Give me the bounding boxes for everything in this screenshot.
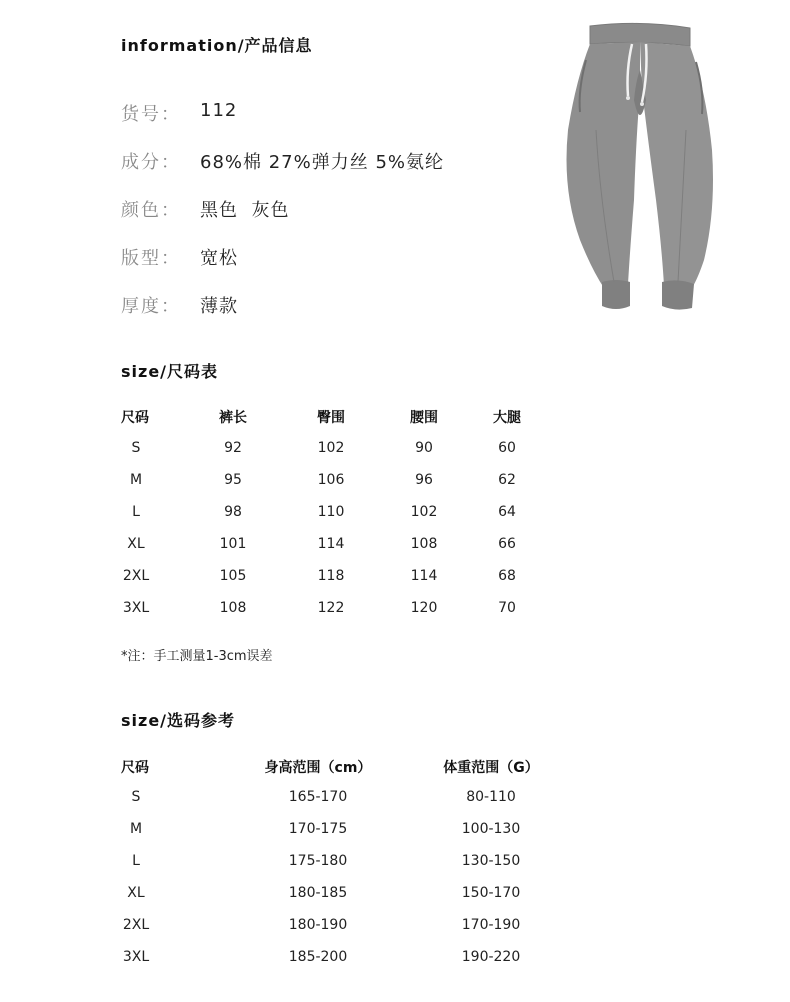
table-cell: 96: [415, 472, 433, 488]
info-label-item-number: 货号：: [121, 104, 181, 125]
table-cell: M: [129, 472, 143, 488]
table-cell: 70: [498, 600, 516, 616]
table-cell: S: [131, 440, 141, 456]
size-table-title: size/尺码表: [121, 362, 219, 381]
table-cell: 80-110: [466, 789, 516, 805]
info-section-title: information/产品信息: [121, 36, 313, 55]
table-cell: 170-190: [461, 917, 521, 933]
table-cell: 190-220: [461, 949, 521, 965]
size-guide-title: size/选码参考: [121, 711, 236, 730]
table-cell: 120: [410, 600, 438, 616]
size-table-header-hip: 臀围: [317, 410, 345, 426]
table-cell: 180-190: [288, 917, 348, 933]
table-cell: M: [129, 821, 143, 837]
table-cell: 180-185: [288, 885, 348, 901]
size-guide-header-weight: 体重范围（G）: [443, 760, 539, 776]
table-cell: 130-150: [461, 853, 521, 869]
table-cell: 165-170: [288, 789, 348, 805]
table-cell: 106: [317, 472, 345, 488]
info-value-material: 68%棉 27%弹力丝 5%氨纶: [200, 152, 445, 173]
table-cell: 64: [498, 504, 516, 520]
table-cell: L: [132, 504, 140, 520]
info-label-color: 颜色：: [121, 200, 181, 221]
table-cell: 68: [498, 568, 516, 584]
table-cell: S: [131, 789, 141, 805]
table-cell: 2XL: [122, 568, 150, 584]
table-cell: 105: [219, 568, 247, 584]
table-cell: 108: [410, 536, 438, 552]
size-guide-header-height: 身高范围（cm）: [264, 760, 372, 776]
size-table-header-size: 尺码: [121, 410, 149, 426]
table-cell: 3XL: [122, 600, 150, 616]
size-guide-header-size: 尺码: [121, 760, 149, 776]
table-cell: 92: [224, 440, 242, 456]
table-cell: 102: [317, 440, 345, 456]
table-cell: 185-200: [288, 949, 348, 965]
measurement-note: *注：手工测量1-3cm误差: [121, 649, 273, 664]
table-cell: 90: [415, 440, 433, 456]
info-label-material: 成分：: [121, 152, 181, 173]
table-cell: 110: [317, 504, 345, 520]
table-cell: 60: [498, 440, 516, 456]
info-label-fit: 版型：: [121, 248, 181, 269]
table-cell: 114: [410, 568, 438, 584]
table-cell: XL: [127, 885, 145, 901]
info-value-color: 黑色 灰色: [200, 200, 290, 221]
table-cell: 62: [498, 472, 516, 488]
table-cell: XL: [127, 536, 145, 552]
table-cell: 3XL: [122, 949, 150, 965]
table-cell: 108: [219, 600, 247, 616]
info-value-fit: 宽松: [200, 248, 238, 269]
table-cell: 170-175: [288, 821, 348, 837]
table-cell: 150-170: [461, 885, 521, 901]
table-cell: 118: [317, 568, 345, 584]
size-table-header-length: 裤长: [219, 410, 247, 426]
info-value-item-number: 112: [200, 100, 238, 121]
size-table-header-thigh: 大腿: [493, 410, 521, 426]
product-image-jogger-pants: [556, 20, 722, 312]
table-cell: 2XL: [122, 917, 150, 933]
table-cell: L: [132, 853, 140, 869]
table-cell: 175-180: [288, 853, 348, 869]
table-cell: 95: [224, 472, 242, 488]
table-cell: 114: [317, 536, 345, 552]
info-value-thickness: 薄款: [200, 296, 238, 317]
info-label-thickness: 厚度：: [121, 296, 181, 317]
table-cell: 122: [317, 600, 345, 616]
table-cell: 100-130: [461, 821, 521, 837]
table-cell: 98: [224, 504, 242, 520]
size-table-header-waist: 腰围: [410, 410, 438, 426]
table-cell: 66: [498, 536, 516, 552]
table-cell: 101: [219, 536, 247, 552]
table-cell: 102: [410, 504, 438, 520]
jogger-pants-icon: [567, 23, 714, 309]
